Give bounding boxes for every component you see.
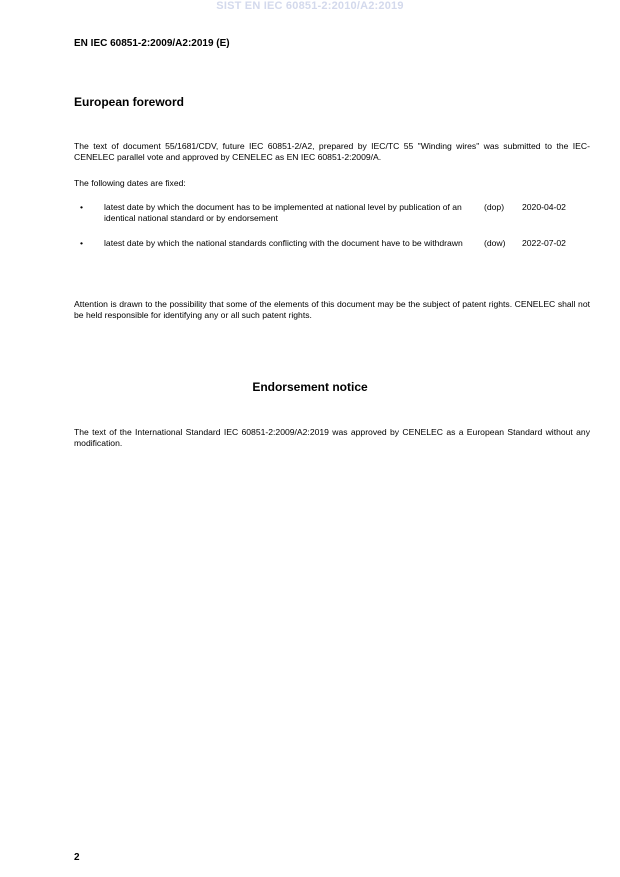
date-value: 2020-04-02 (522, 202, 566, 212)
document-header: EN IEC 60851-2:2009/A2:2019 (E) (74, 38, 230, 49)
date-value: 2022-07-02 (522, 238, 566, 248)
foreword-paragraph-1: The text of document 55/1681/CDV, future IEC 60851-2/A2, prepared by IEC/TC 55 "Winding wires" was submitted to the IEC-CENELEC parallel vote and approved by CENELEC as EN IEC 60851-2:2009/A. (74, 141, 590, 162)
bullet-icon: • (80, 238, 84, 248)
bullet-icon: • (80, 202, 84, 212)
date-code: (dow) (484, 238, 506, 248)
endorsement-paragraph: The text of the International Standard IEC 60851-2:2009/A2:2019 was approved by CENELEC as a European Standard without any modification. (74, 427, 590, 448)
date-description: latest date by which the national standards conflicting with the document have to be withdrawn (104, 238, 463, 248)
patent-notice-paragraph: Attention is drawn to the possibility that some of the elements of this document may be the subject of patent rights. CENELEC shall not be held responsible for identifying any or all such patent rights. (74, 299, 590, 320)
page-number: 2 (74, 852, 80, 863)
watermark-text: SIST EN IEC 60851-2:2010/A2:2019 (216, 0, 404, 12)
foreword-title: European foreword (74, 95, 185, 109)
date-description: latest date by which the document has to be implemented at national level by publication of an identical national standard or by endorsement (104, 202, 462, 223)
foreword-paragraph-2: The following dates are fixed: (74, 178, 186, 188)
date-code: (dop) (484, 202, 505, 212)
endorsement-title: Endorsement notice (252, 380, 368, 394)
